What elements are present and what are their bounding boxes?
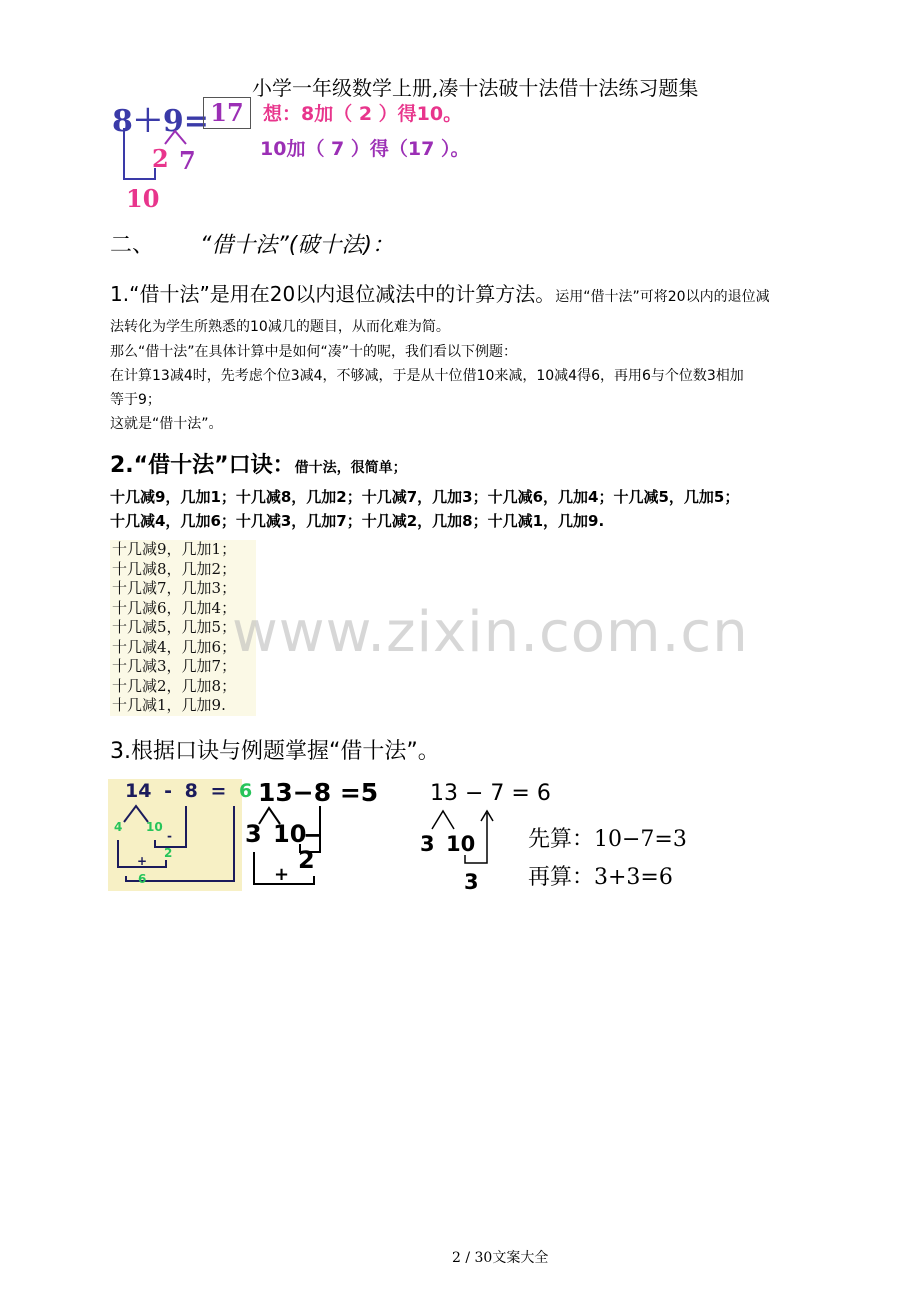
- ex3-split2: 10: [446, 832, 476, 856]
- rhyme-line-2: 十几减4，几加6；十几减3，几加7；十几减2，几加8；十几减1，几加9.: [110, 512, 605, 530]
- ex1-split2: 10: [146, 820, 163, 834]
- rhyme-image-line: 十几减4，几加6；: [112, 637, 237, 656]
- item1-line-3: 在计算13减4时，先考虑个位3减4，不够减，于是从十位借10来减，10减4得6，再用6与个位数3相加: [110, 368, 744, 384]
- ex3-step1: 先算：10−7=3: [528, 827, 687, 852]
- ex1-result: 6: [239, 780, 253, 802]
- ex2-diff: 2: [298, 846, 315, 874]
- example1-diagram: [108, 800, 242, 890]
- ex2-split2: 10: [273, 820, 307, 848]
- ex1-diff: 2: [164, 846, 173, 860]
- ex3-split1: 3: [420, 832, 435, 856]
- ex1-split1: 4: [114, 820, 123, 834]
- rhyme-image-line: 十几减3，几加7；: [112, 657, 237, 675]
- rhyme-image-line: 十几减6，几加4；: [112, 598, 237, 617]
- example-answer-box: 17: [203, 97, 251, 129]
- document-title: 小学一年级数学上册,凑十法破十法借十法练习题集: [252, 76, 699, 100]
- item1-line-1: 法转化为学生所熟悉的10减几的题目，从而化难为简。: [110, 319, 450, 335]
- rhyme-line-1: 十几减9，几加1；十几减8，几加2；十几减7，几加3；十几减6，几加4；十几减5，几加5；: [110, 488, 740, 506]
- rhyme-image-line: 十几减1，几加9.: [112, 696, 226, 714]
- page-footer: 2 / 30文案大全: [452, 1250, 549, 1266]
- think-line-2: 10加（ 7 ）得（17 ）。: [260, 138, 470, 160]
- item1-line-2: 那么“借十法”在具体计算中是如何“凑”十的呢，我们看以下例题：: [110, 344, 518, 360]
- ex1-b: 8: [184, 780, 198, 802]
- item2-heading: [110, 448, 407, 479]
- example-equation: 8＋9=: [112, 104, 209, 139]
- item2-heading-main: 2.“借十法”口诀：: [110, 453, 295, 478]
- ex1-op: -: [164, 780, 172, 802]
- ex2-plus: +: [274, 864, 290, 885]
- rhyme-image-line: 十几减2，几加8；: [112, 676, 237, 695]
- think-line-1: 想：8加（ 2 ）得10。: [263, 103, 463, 125]
- rhyme-image-line: 十几减9，几加1；: [112, 540, 237, 558]
- item1-heading-tail: 运用“借十法”可将20以内的退位减: [555, 289, 770, 305]
- example1-equation: [125, 780, 252, 802]
- example3-equation: 13 − 7 = 6: [430, 781, 551, 806]
- item1-heading: [110, 278, 770, 307]
- ex1-minus: -: [167, 829, 172, 843]
- split-part-a: 2: [152, 144, 169, 173]
- split-part-b: 7: [179, 146, 196, 175]
- item1-line-4: 等于9；: [110, 392, 161, 408]
- section-heading: [110, 228, 394, 259]
- item3-heading: 3.根据口诀与例题掌握“借十法”。: [110, 739, 440, 764]
- ex3-diff: 3: [464, 870, 479, 894]
- ex2-minus: −: [303, 821, 324, 849]
- watermark: www.zixin.com.cn: [232, 600, 749, 665]
- ex1-eq: =: [210, 780, 227, 802]
- rhyme-image-line: 十几减8，几加2；: [112, 559, 237, 578]
- section-title: “借十法”(破十法)：: [200, 233, 394, 258]
- ex1-plus: +: [137, 854, 148, 868]
- ex1-a: 14: [125, 780, 152, 802]
- ex3-step2: 再算：3+3=6: [528, 865, 673, 890]
- make-ten-label: 10: [126, 184, 160, 213]
- item1-heading-main: 1.“借十法”是用在20以内退位减法中的计算方法。: [110, 282, 556, 306]
- example2-equation: 13−8 =5: [258, 778, 379, 807]
- item2-heading-tail: 借十法，很简单；: [294, 460, 407, 476]
- section-number: 二、: [110, 233, 155, 258]
- rhyme-image-line: 十几减5，几加5；: [112, 618, 237, 636]
- ex2-split1: 3: [245, 820, 262, 848]
- item1-line-5: 这就是“借十法”。: [110, 416, 223, 432]
- ex1-sum: 6: [138, 872, 147, 886]
- rhyme-image-line: 十几减7，几加3；: [112, 579, 237, 597]
